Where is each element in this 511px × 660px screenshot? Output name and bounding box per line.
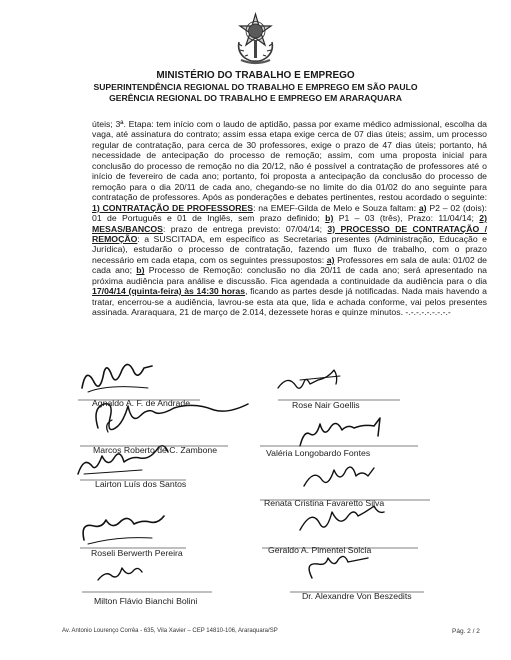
signatory-name-9: Milton Flávio Bianchi Bolini (94, 596, 198, 606)
body-text-part: úteis; 3ª. Etapa: tem início com o laudo de aptidão, passa por exame médico admissional, escolha da vaga, até assinatura do contrato; assim essa etapa exige cerca de 07 dias úteis; assim, um processo regular de contratação, para cerca de 30 professores, exige o prazo de 47 dias úteis; portanto, há necessidade de antecipação do processo de remoção; assim, com uma proposta inicial para conclusão do processo de remoção no dia 20/12, não é possível a contratação de professores até o início de fevereiro de cada ano; portanto, foi proposta a antecipação da conclusão do processo de remoção para o dia 20/11 de cada ano, chegando-se no limite do dia 01/02 do ano seguinte para contratação de professores. Após as ponderações e debates pertinentes, restou acordado o seguinte: (92, 119, 487, 203)
signatory-name-3: Marcos Roberto de C. Zambone (93, 445, 218, 455)
ministry-title: MINISTÉRIO DO TRABALHO E EMPREGO (156, 70, 355, 81)
item-marker: a) (418, 202, 427, 213)
body-text-part: : na EMEF-Gilda de Melo e Souza faltam: (253, 202, 419, 213)
section-heading-mesas: 2) MESAS/BANCOS (92, 213, 487, 234)
body-text-part: Processo de Remoção: conclusão no dia 20/11 de cada ano; será apresentado na próxima audiência para análise e discussão. Fica agendada a continuidade da audiência para o dia (92, 265, 487, 286)
signatory-name-4: Valéria Longobardo Fontes (266, 448, 371, 458)
signatory-name-10: Dr. Alexandre Von Beszedits (302, 591, 412, 601)
body-text-part: : a SUSCITADA, em específico as Secretarias presentes (Administração, Educação e Jurídica), estudarão o processo de contratação, fazendo um fluxo de trabalho, com o prazo necessário em cada etapa, com os seguintes pressupostos: (92, 233, 487, 265)
item-marker: b) (136, 265, 145, 276)
body-text-part: : prazo de entrega previsto: 07/04/14; (162, 223, 328, 234)
signature-1-scribble (82, 364, 152, 388)
page-number: Pág. 2 / 2 (452, 628, 480, 635)
body-text-part: Professores em sala de aula: 01/02 de cada ano; (92, 254, 487, 276)
signatory-name-8: Geraldo A. Pimentel Solcia (268, 545, 372, 555)
item-marker: a) (326, 254, 335, 265)
footer-address: Av. Antonio Lourenço Corrêa - 635, Vila Xavier – CEP 14810-106, Araraquara/SP (62, 628, 278, 634)
signature-4-scribble (300, 418, 380, 446)
signatory-name-7: Roseli Berwerth Pereira (91, 548, 183, 558)
signature-8-scribble (300, 506, 384, 530)
section-heading-contratacao: 1) CONTRATAÇÃO DE PROFESSORES (92, 202, 254, 213)
superintendency-title: SUPERINTENDÊNCIA REGIONAL DO TRABALHO E EMPREGO EM SÃO PAULO (93, 82, 418, 92)
item-marker: b) (325, 213, 334, 224)
body-text-part: P1 – 03 (três), Prazo: 11/04/14; (333, 213, 480, 224)
section-heading-processo: 3) PROCESSO DE CONTRATAÇÃO / REMOÇÃO (92, 223, 487, 244)
hearing-date: 17/04/14 (quinta-feira) às 14:30 horas (92, 286, 246, 297)
body-text-part: P2 – 02 (dois): 01 de Português e 01 de Inglês, sem prazo definido; (92, 202, 487, 224)
signatory-name-2: Rose Nair Goellis (292, 400, 360, 410)
signature-9-scribble (98, 568, 142, 580)
signatory-name-5: Lairton Luís dos Santos (95, 479, 187, 489)
body-text-part: , ficando as partes desde já notificadas. Nada mais havendo a tratar, encerrou-se a audiência, lavrou-se esta ata que, lida e achada conforme, vai pelos presentes assinada. Araraquara, 21 de março de 2.014, dezessete horas e quinze minutos. -.-.-.-.-.-.-.-.- (92, 286, 487, 318)
signatory-name-6: Renata Cristina Favaretto Silva (264, 498, 385, 508)
regional-office-title: GERÊNCIA REGIONAL DO TRABALHO E EMPREGO EM ARARAQUARA (109, 93, 402, 103)
signature-10-scribble (309, 556, 368, 578)
signature-6-scribble (304, 467, 374, 486)
signature-7-scribble (83, 516, 164, 540)
signatory-name-1: Agnaldo A. F. de Andrade (92, 398, 191, 408)
